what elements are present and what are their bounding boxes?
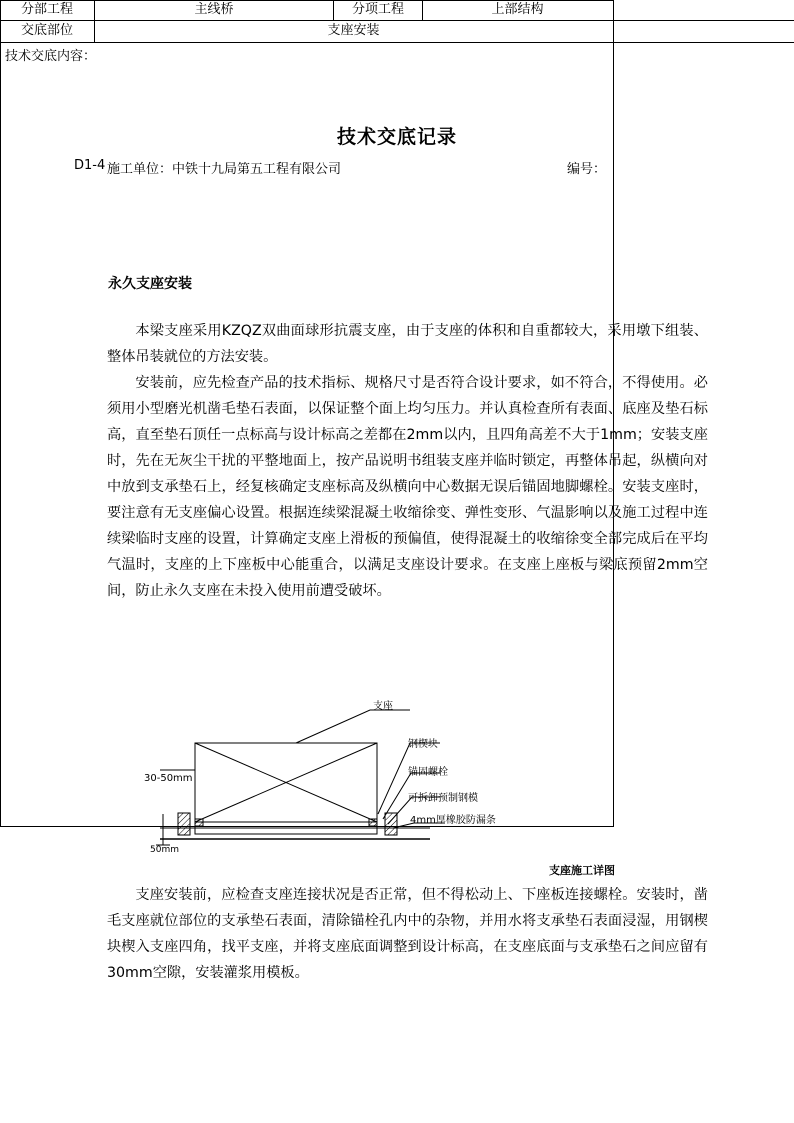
paragraph-2: 安装前，应先检查产品的技术指标、规格尺寸是否符合设计要求，如不符合，不得使用。必须用小型磨光机凿毛垫石表面，以保证整个面上均匀压力。并认真检查所有表面、底座及垫石标高，直至垫石顶任一点标高与设计标高之差都在2mm以内，且四角高差不大于1mm；安装支座时，先在无灰尘干扰的平整地面上，按产品说明书组装支座并临时锁定，再整体吊起，纵横向对中放到支承垫石上，经复核确定支座标高及纵横向中心数据无误后锚固地脚螺栓。安装支座时，要注意有无支座偏心设置。根据连续梁混凝土收缩徐变、弹性变形、气温影响以及施工过程中连续梁临时支座的设置，计算确定支座上滑板的预偏值，使得混凝土的收缩徐变全部完成后在平均气温时，支座的上下座板中心能重合，以满足支座设计要求。在支座上座板与梁底预留2mm空间，防止永久支座在未投入使用前遭受破坏。 bbox=[107, 375, 708, 599]
left-wedge bbox=[195, 819, 203, 826]
label-rubber-strip: 4mm厚橡胶防漏条 bbox=[410, 815, 496, 826]
label-anchor-bolt: 锚固螺栓 bbox=[408, 767, 448, 778]
row2-key: 交底部位 bbox=[20, 23, 73, 38]
row1-key1: 分部工程 bbox=[20, 2, 73, 17]
label-removable-form: 可拆卸预制钢模 bbox=[408, 793, 478, 804]
construction-unit: 施工单位：中铁十九局第五工程有限公司 bbox=[107, 162, 342, 177]
row1-value1: 主线桥 bbox=[194, 2, 234, 17]
paragraph-3: 支座安装前，应检查支座连接状况是否正常，但不得松动上、下座板连接螺栓。安装时，凿毛支座就位部位的支承垫石表面，清除锚栓孔内中的杂物，并用水将支承垫石表面浸湿，用钢楔块楔入支座四角，找平支座，并将支座底面调整到设计标高，在支座底面与支承垫石之间应留有30mm空隙，安装灌浆用模板。 bbox=[107, 887, 708, 981]
dim-gap-label: 30-50mm bbox=[144, 773, 193, 784]
page-title: 技术交底记录 bbox=[336, 126, 457, 148]
content-label: 技术交底内容： bbox=[5, 49, 97, 64]
row2-value: 支座安装 bbox=[327, 23, 380, 38]
figure-caption: 支座施工详图 bbox=[549, 864, 615, 877]
table-rule bbox=[0, 42, 794, 43]
row1-key2: 分项工程 bbox=[351, 2, 404, 17]
number-label: 编号： bbox=[567, 162, 607, 177]
support-body bbox=[195, 743, 377, 822]
section-heading: 永久支座安装 bbox=[108, 276, 192, 292]
paragraph-1: 本梁支座采用KZQZ双曲面球形抗震支座，由于支座的体积和自重都较大，采用墩下组装、整体吊装就位的方法安装。 bbox=[107, 323, 708, 365]
label-steel-wedge: 钢楔块 bbox=[408, 739, 438, 750]
doc-code: D1-4 bbox=[74, 158, 106, 173]
paragraph-group-2 bbox=[107, 882, 708, 986]
row1-value2: 上部结构 bbox=[491, 2, 544, 17]
dim-bottom-label: 50mm bbox=[150, 845, 179, 855]
left-formwork bbox=[178, 813, 190, 835]
paragraph-group-1 bbox=[107, 318, 708, 604]
support-detail-diagram bbox=[120, 695, 560, 860]
label-support: 支座 bbox=[373, 701, 393, 712]
right-wedge bbox=[369, 819, 377, 826]
